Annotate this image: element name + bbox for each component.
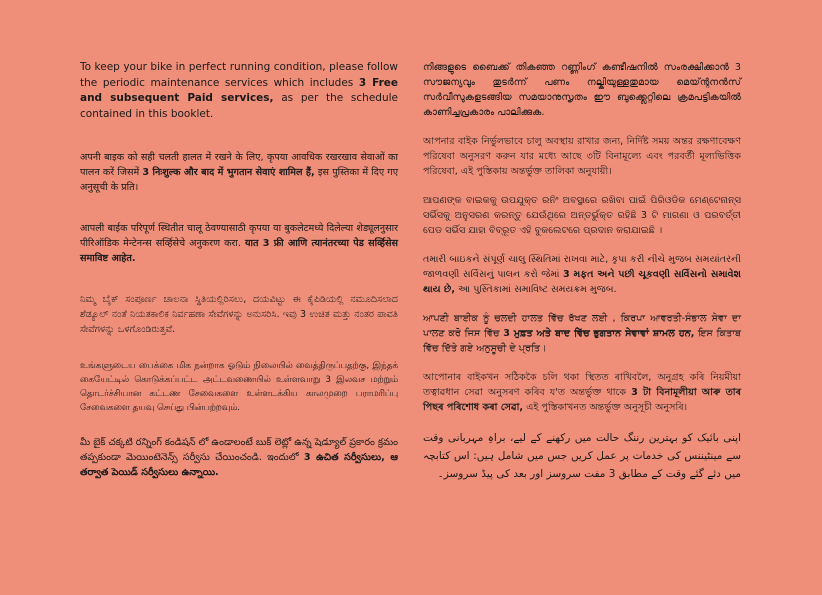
tamil-paragraph: உங்களுடைய பைக்கை மிக நன்றாக ஓடும் நிலையில் வைத்திருப்பதற்கு, இந்தக் கையேட்டில் கொடுக்கப்பட்ட அட்டவணையில் உள்ளவாறு 3 இலவச மற்றும் தொடர்ச்சியான கட்டண சேவைகளை உள்ளடக்கிய காலமுறை பராமரிப்பு சேவைகளை தயவு செய்து பின்பற்றவும். <box>80 361 398 413</box>
telugu-paragraph <box>80 435 398 480</box>
english-text-end: as per the schedule contained in this booklet. <box>80 92 398 120</box>
marathi-text: आपली बाईक परिपूर्ण स्थितीत चालू ठेवण्यासाठी कृपया या बुकलेटमध्ये दिलेल्या शेड्यूलनुसार पीरिऑडिक मेन्टेनन्स सर्व्हिसेचे अनुकरण करा. <box>80 223 398 249</box>
marathi-paragraph <box>80 221 398 266</box>
telugu-bold-text: 3 ఉచిత సర్వీసులు, ఆ తర్వాత పెయిడ్ సర్వీసులు ఉన్నాయి. <box>80 452 398 478</box>
assamese-bold-text: 3 টা বিনামূলীয়া আৰু তাৰ পিছৰ পৰিশোধ কৰা সেৱা, <box>423 387 741 413</box>
gujarati-paragraph <box>423 252 741 297</box>
urdu-paragraph: اپنی بائیک کو بہترین رننگ حالت میں رکھنے کے لیے، براہِ مہربانی وقت سے مینٹیننس کی خدمات پر عمل کریں جس میں شامل ہیں: اس کتابچہ میں دئے گئے وقت کے مطابق 3 مفت سروسز اور بعد کی پیڈ سروسز۔ <box>423 432 741 480</box>
punjabi-paragraph <box>423 311 741 356</box>
gujarati-text: તમારી બાઇકને સંપૂર્ણ ચાલુ સ્થિતિમાં રાખવા માટે, કૃપા કરી નીચે મુજબ સમયાંતરની જાળવણી સર્વિસનું પાલન કરો જેમાં <box>423 254 741 280</box>
assamese-text-end: এই পুস্তিকাখনত অন্তৰ্ভুক্ত অনুসূচী অনুসৰি। <box>523 402 688 413</box>
punjabi-text-end: ਇਸ ਕਿਤਾਬ ਵਿੱਚ ਦਿੱਤੇ ਗਏ ਅਨੁਸੂਚੀ ਦੇ ਪ੍ਰਤਿ। <box>423 328 741 354</box>
hindi-paragraph <box>80 150 398 195</box>
hindi-text-end: इस पुस्तिका में दिए गए अनुसूची के प्रति। <box>80 167 399 193</box>
odia-paragraph: ଆପଣଙ୍କ ବାଇକକୁ ଉପଯୁକ୍ତ ରନିଂ ଅବସ୍ଥାରେ ରଖିବା ପାଇଁ ପିରିଓଡିକ ମେଣ୍ଟେନାନ୍ସ ସର୍ଭିସକୁ ଅନୁସରଣ କରନ୍ତୁ ଯେଉଁଥିରେ ଅନ୍ତର୍ଭୁକ୍ତ ରହିଛି 3 ଟି ମାଗଣା ଓ ପରବର୍ତ୍ତୀ ପେଡ ସର୍ଭିସ ଯାହା ବିବ୍ରୂତ ଏହି ବୁକଲେଟରେ ପ୍ରଦାନ କରାଯାଇଛି । <box>423 195 741 236</box>
punjabi-bold-text: 3 ਮੁਫ਼ਤ ਅਤੇ ਬਾਦ ਵਿੱਚ ਭੁਗਤਾਨ ਸੇਵਾਵਾਂ ਸ਼ਾਮਲ ਹਨ, <box>503 328 695 339</box>
gujarati-text-end: આ પુસ્તિકામાં સમાવિષ્ટ સમયક્રમ મુજબ. <box>454 284 617 295</box>
hindi-text: अपनी बाइक को सही चलती हालत में रखने के लिए, कृपया आवधिक रखरखाव सेवाओं का पालन करें जिसमें <box>80 152 398 178</box>
telugu-text: మీ బైక్ చక్కటి రన్నింగ్ కండిషన్ లో ఉండాలంటే బుక్ లెట్లో ఉన్న షెడ్యూల్ ప్రకారం క్రమం తప్పకుండా మెయింటెనెన్స్ సర్వీసు చేయించండి. ఇందులో <box>80 437 398 463</box>
right-column <box>423 60 741 497</box>
hindi-bold-text: 3 निःशुल्क और बाद में भुगतान सेवाएं शामिल हैं, <box>142 167 315 178</box>
marathi-bold-text: यात 3 फ्री आणि त्यानंतरच्या पेड सर्व्हिसेस समाविष्ट आहेत. <box>80 238 398 264</box>
english-paragraph <box>80 60 398 122</box>
malayalam-paragraph: നിങ്ങളുടെ ബൈക്ക് തികഞ്ഞ റണ്ണിംഗ് കണ്ടീഷനിൽ സംരക്ഷിക്കാൻ 3 സൗജന്യവും തുടർന്ന് പണം നല്കിയുള്ളതുമായ മെയ്ന്റനൻസ് സർവീസുകളടങ്ങിയ സമയാനുസൃതം ഈ ബുക്ക്ലെറ്റിലെ ക്രമപട്ടികയിൽ കാണിച്ചപ്രകാരം പാലിക്കുക. <box>423 62 741 118</box>
assamese-paragraph <box>423 370 741 415</box>
punjabi-text: ਆਪਣੀ ਬਾਈਕ ਨੂੰ ਚਲਦੀ ਹਾਲਤ ਵਿੱਚ ਰੱਖਣ ਲਈ , ਕਿਰਪਾ ਆਵਰਤੀ-ਸੰਭਾਲ ਸੇਵਾ ਦਾ ਪਾਲਣ ਕਰੋ ਜਿਸ ਵਿੱਚ <box>423 313 741 339</box>
english-text: To keep your bike in perfect running condition, please follow the periodic maintenance services which includes <box>80 61 398 89</box>
kannada-paragraph: ನಿಮ್ಮ ಬೈಕ್ ಸಂಪೂರ್ಣ ಚಾಲನಾ ಸ್ಥಿತಿಯಲ್ಲಿರಿಸಲು, ದಯವಿಟ್ಟು ಈ ಕೈಪಿಡಿಯಲ್ಲಿ ನಮೂದಿಸಲಾದ ಶೆಡ್ಯೂಲ್ ನಂತೆ ನಿಯತಕಾಲಿಕ ನಿರ್ವಹಣಾ ಸೇವೆಗಳನ್ನು ಅನುಸರಿಸಿ. ಇವು 3 ಉಚಿತ ಮತ್ತು ನಂತರ ಪಾವತಿ ಸೇವೆಗಳನ್ನು ಒಳಗೊಂಡಿರುತ್ತವೆ. <box>80 294 398 335</box>
assamese-text: আপোনাৰ বাইকখন সঠিককৈ চলি থকা স্থিতত ৰাখিবলৈ, অনুগ্ৰহ কৰি নিয়মীয়া তত্বাৱধান সেৱা অনুসৰণ কৰিব য'ত অন্তৰ্ভুক্ত থাকে <box>423 372 741 398</box>
bengali-paragraph: আপনার বাইক নির্ভুলভাবে চালু অবস্থায় রাখার জন্য, নির্দিষ্ট সময় অন্তর রক্ষণাবেক্ষণ পরিষেবা অনুসরণ করুন যার মধ্যে আছে ৩টি বিনামূল্যে এবং পরবর্তী মূল্যভিত্তিক পরিষেবা, এই পুস্তিকায় অন্তর্ভুক্ত তালিকা অনুযায়ী। <box>423 136 741 177</box>
gujarati-bold-text: 3 મફત અને પછી ચૂકવણી સર્વિસનો સમાવેશ થાય છે, <box>423 269 741 295</box>
left-column <box>80 60 398 480</box>
english-bold-text: 3 Free and subsequent Paid services, <box>80 76 398 104</box>
